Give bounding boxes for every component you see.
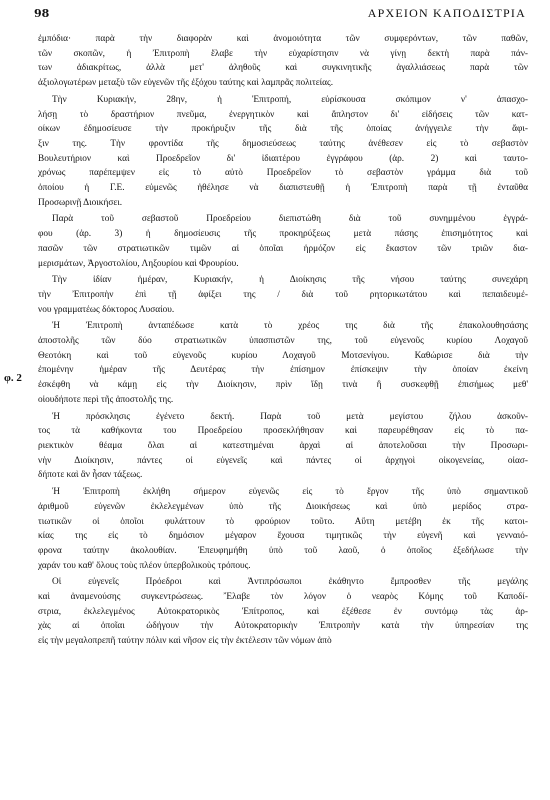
text-line: Τὴν Κυριακήν, 28ην, ἡ Ἐπιτροπή, εὑρίσκουσα σκόπιμον ν' ἀπασχο- <box>52 94 528 105</box>
paragraph <box>38 410 528 484</box>
text-line: τιωτικῶν οἱ ὁποῖοι φυλάττουν τὸ φρούριον τοῦτο. Αὕτη μετέβη ἐκ τῆς κατοι- <box>38 516 528 527</box>
text-line: καὶ ἀναμενούσης συγκεντρώσεως. Ἔλαβε τὸν λόγον ὁ νεαρὸς Κόμης τοῦ Καποδί- <box>38 592 528 603</box>
text-line: χαράν του καθ' ὅλους τοὺς πλέον ὑπερβολικοὺς τρόπους. <box>38 560 251 571</box>
text-line: ἐσκέφθη νὰ κάμῃ εἰς τὴν Διοίκησιν, πρὶν ἴδῃ τινὰ ἢ συσκεφθῇ ἐπισήμως μεθ' <box>38 380 528 391</box>
paragraph <box>38 273 528 317</box>
text-line: ἐμπόδια· παρὰ τὴν διαφορὰν καὶ ἀνομοιότητα τῶν συμφερόντων, τῶν παθῶν, <box>38 34 528 44</box>
text-line: στρια, ἐκλελεγμένος Αὐτοκρατορικὸς Ἐπίτροπος, καὶ ἐξέθεσε ἐν συντόμῳ τὰς ἀρ- <box>38 606 528 617</box>
text-line: ξιν της. Τὴν φροντίδα τῆς δημοσιεύσεως ταύτης ἀνέθεσεν εἰς τὸ σεβαστὸν <box>38 138 528 149</box>
paragraph <box>38 575 528 649</box>
text-line: Τὴν ἰδίαν ἡμέραν, Κυριακήν, ἡ Διοίκησις τῆς νήσου ταύτης συνεχάρη <box>52 275 528 286</box>
text-line: ἀριθμοῦ εὐγενῶν ἐκλελεγμένων ὑπὸ τῆς Διοικήσεως καὶ ὑπὸ μερίδος στρα- <box>38 501 528 512</box>
page-number: 98 <box>34 7 50 20</box>
text-line: νὴν Διοίκησιν, πάντες οἱ εὐγενεῖς καὶ πάντες οἱ ἀρχηγοὶ οἰκογενείας, οἱασ- <box>38 455 528 466</box>
text-line: ἀξιολογωτέρων μεταξὺ τῶν εὐγενῶν τῆς ἐξόχου ταύτης καὶ λαμπρᾶς πολιτείας. <box>38 78 334 89</box>
text-line: κίας της εἰς τὸ δημόσιον μέγαρον ἔχουσα τιμητικῶς τὴν εὐγενῆ καὶ γενναιό- <box>38 531 528 542</box>
running-title: ΑΡΧΕΙΟΝ ΚΑΠΟΔΙΣΤΡΙΑ <box>367 6 526 20</box>
text-line: χρόνως παρέπεμψεν εἰς τὸ αὐτὸ Προεδρεῖον τὸ σεβαστὸν γράμμα διὰ τοῦ <box>38 168 528 179</box>
text-line: οίκων ἐδημοσίευσε τὴν προκήρυξιν τῆς διὰ τῆς ὁποίας ἀνήγγειλε τὴν ἄφι- <box>38 124 528 135</box>
text-line: μερισμάτων, Ἀργοστολίου, Ληξουρίου καὶ Φρουρίου. <box>38 258 239 269</box>
text-line: φου (ἀρ. 3) ἡ δημοσίευσις τῆς προκηρύξεως μετὰ πάσης ἐπισημότητος καὶ <box>38 229 528 240</box>
text-line: Ἡ Ἐπιτροπὴ ἀνταπέδωσε κατὰ τὸ χρέος της διὰ τῆς ἐπακολουθησάσης <box>52 321 528 332</box>
text-line: πασῶν τῶν στρατιωτικῶν τιμῶν αἱ ὁποῖαι ἡρμόζον εἰς ἕκαστον τῶν τριῶν δια- <box>38 243 528 254</box>
paragraph <box>38 93 528 211</box>
text-line: νου γραμματέως δόκτορος Λυσαίου. <box>38 304 175 315</box>
body-text <box>38 32 528 651</box>
text-line: τῶν σκοπῶν, ἡ Ἐπιτροπὴ ἔλαβε τὴν εὐχαρίστησιν νὰ γίνῃ δεκτὴ παρὰ πάν- <box>38 48 528 59</box>
text-line: χὰς αἱ ὁποῖαι ὡδήγουν τὴν Αὐτοκρατορικὴν Ἐπιτροπὴν κατὰ τὴν ὑπηρεσίαν της <box>38 621 528 632</box>
text-line: Βουλευτήριον καὶ Προεδρεῖον δι' ἰδιαιτέρου ἐγγράφου (ἀρ. 2) καὶ ταυτο- <box>38 153 528 164</box>
text-line: Ἡ Ἐπιτροπὴ ἐκλήθη σήμερον εὐγενῶς εἰς τὸ ἔργον τῆς ὑπὸ σημαντικοῦ <box>52 487 528 498</box>
text-line: δήποτε καὶ ἂν ἦσαν τάξεως. <box>38 470 143 481</box>
text-line: ὁποίου ἡ Γ.Ε. εὐμενῶς ἠθέλησε νὰ διαπιστευθῇ ἡ Ἐπιτροπὴ παρὰ τῇ ἐνταῦθα <box>38 183 528 194</box>
text-line: τὴν Ἐπιτροπὴν ἐπὶ τῇ ἀφίξει της / διὰ τοῦ ρητορικωτάτου καὶ πεπαιδευμέ- <box>38 289 528 300</box>
paragraph <box>38 212 528 271</box>
text-line: Θεοτόκη καὶ τοῦ εὐγενοῦς κυρίου Λοχαγοῦ Μοτσενίγου. Καθώρισε διὰ τὴν <box>38 350 528 361</box>
text-line: Προσωρινῇ Διοικήσει. <box>38 197 123 208</box>
text-line: οἱουδήποτε περὶ τῆς ἀποστολῆς της. <box>38 394 174 405</box>
text-line: τος τὰ καθήκοντα του Προεδρείου προσεκλήθησαν καὶ παρευρέθησαν εἰς τὸ πα- <box>38 426 528 437</box>
text-line: λήσῃ τὸ δραστήριον πνεῦμα, ἐνεργητικὸν καὶ ἄπληστον δι' εἰδήσεις τῶν κατ- <box>38 109 528 120</box>
margin-folio-note: φ. 2 <box>4 372 22 384</box>
text-line: Οἱ εὐγενεῖς Πρόεδροι καὶ Ἀντιπρόσωποι ἐκάθηντο ἔμπροσθεν τῆς μεγάλης <box>52 577 528 588</box>
paragraph <box>38 32 528 91</box>
text-line: εἰς τὴν μεγαλοπρεπῆ ταύτην πόλιν καὶ νῆσον εἰς τὴν ἐκτέλεσιν τῶν νόμων ἀπὸ <box>38 636 332 647</box>
text-line: των ἀδιακρίτως, ἀλλὰ μετ' ἀληθοῦς καὶ συγκινητικῆς ἀγαλλιάσεως παρὰ τῶν <box>38 63 528 74</box>
text-line: Παρὰ τοῦ σεβαστοῦ Προεδρείου διεπιστώθη διὰ τοῦ συνημμένου ἐγγρά- <box>52 214 528 225</box>
text-line: ἐπομένην ἡμέραν τῆς Δευτέρας τὴν ἐπίσημον ἐπίσκεψιν τὴν ὁποίαν ἐκείνη <box>38 365 528 376</box>
text-line: ἀποστολῆς τῶν δύο στρατιωτικῶν ὑπασπιστῶν της, τοῦ εὐγενοῦς κυρίου Λοχαγοῦ <box>38 336 528 347</box>
text-line: Ἡ πρόσκλησις ἐγένετο δεκτή. Παρὰ τοῦ μετὰ μεγίστου ζήλου ἀσκοῦν- <box>52 411 528 422</box>
text-line: ριεκτικὸν θέαμα ὅλαι αἱ κατεστημέναι ἀρχαὶ αἱ ἀποτελοῦσαι τὴν Προσωρι- <box>38 440 528 451</box>
text-line: φρονα ταύτην ἀκολουθίαν. Ἐπευφημήθη ὑπὸ τοῦ λαοῦ, ὁ ὁποῖος ἐξεδήλωσε τὴν <box>38 545 528 556</box>
paragraph <box>38 319 528 407</box>
page-header <box>34 6 526 24</box>
paragraph <box>38 485 528 573</box>
